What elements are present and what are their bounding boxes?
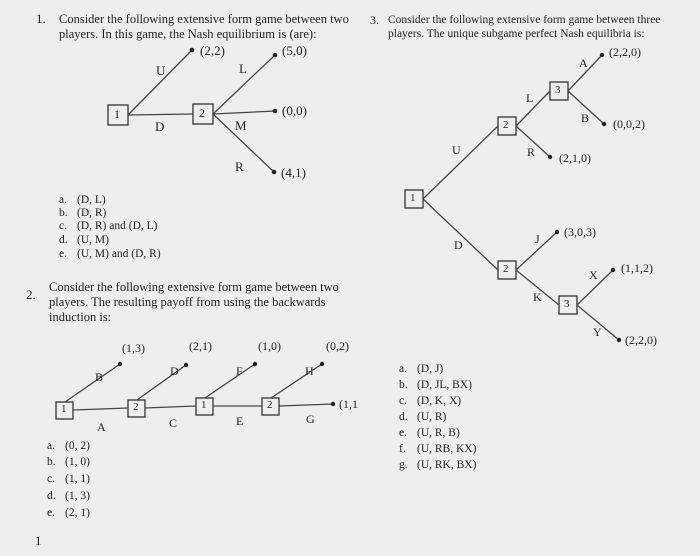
q3-terminal-J: [555, 230, 559, 234]
q2-prompt-line: Consider the following extensive form game between two: [49, 280, 339, 294]
q1-option[interactable]: a. (D, L): [59, 194, 106, 206]
q2-number: 2.: [26, 287, 36, 302]
q2-action-down: C: [169, 416, 178, 430]
q1-payoff-U: (2,2): [200, 43, 225, 58]
q3-payoff-A: (2,2,0): [609, 45, 641, 59]
q2-action-up: D: [170, 364, 179, 378]
q3-action-J: J: [535, 232, 540, 246]
q3-payoff-J: (3,0,3): [564, 225, 596, 239]
q3-action-K: K: [533, 290, 542, 304]
q1-edge-D: [128, 114, 193, 115]
q1-option[interactable]: d. (U, M): [59, 234, 109, 246]
q2-action-down: G: [306, 412, 315, 426]
q1-prompt: [59, 12, 349, 42]
q3-option[interactable]: f. (U, RB, KX): [399, 443, 477, 455]
q2-action-up: H: [305, 364, 314, 378]
q1-action-L: L: [239, 61, 247, 76]
q1-payoff-M: (0,0): [282, 103, 307, 118]
q1-terminal-U: [190, 48, 195, 53]
q1-tree: [108, 48, 277, 175]
q2-option[interactable]: c. (1, 1): [47, 473, 90, 485]
q2-edge-F: [205, 364, 255, 398]
q2-node-label: 2: [267, 399, 273, 411]
q1-action-R: R: [235, 159, 244, 174]
q3-prompt-line: players. The unique subgame perfect Nash equilibria is:: [388, 28, 645, 40]
q3-option[interactable]: b. (D, JL, BX): [399, 379, 472, 391]
q2-payoff: (1,3): [122, 341, 145, 355]
q1-action-D: D: [155, 119, 165, 134]
q3-option[interactable]: a. (D, J): [399, 363, 444, 375]
q2-option[interactable]: d. (1, 3): [47, 490, 90, 502]
q1-prompt-line: Consider the following extensive form game between two: [59, 12, 349, 26]
q1-terminal-R: [272, 170, 277, 175]
q2-node-label: 1: [201, 399, 207, 411]
q3-action-A: A: [579, 56, 588, 70]
q3-node-label-3-bottom: 3: [564, 298, 570, 310]
q2-prompt: [49, 280, 339, 325]
q3-terminal-X: [611, 268, 615, 272]
q3-node-label-3-top: 3: [555, 84, 561, 96]
q1-node-label-2: 2: [199, 106, 205, 120]
q2-payoff: (0,2): [326, 339, 349, 353]
q1-number: 1.: [36, 11, 46, 26]
q2-edge-B: [65, 364, 120, 402]
q3-action-U: U: [452, 143, 461, 157]
q2-terminal-D: [184, 363, 188, 367]
q2-final-payoff: (1,1: [339, 397, 358, 411]
q3-action-R: R: [527, 145, 536, 159]
q2-action-up: F: [236, 364, 243, 378]
q3-edge-D: [423, 199, 498, 270]
q3-prompt-line: Consider the following extensive form game between three: [388, 14, 661, 26]
q1-action-U: U: [156, 63, 166, 78]
q1-option[interactable]: c. (D, R) and (D, L): [59, 220, 158, 232]
q2-prompt-line: players. The resulting payoff from using the backwards: [49, 295, 326, 309]
q1-payoff-L: (5,0): [282, 43, 307, 58]
q3-terminal-Y: [617, 338, 621, 342]
q2-edge-H: [271, 364, 322, 398]
q3-terminal-R: [548, 155, 552, 159]
q2-prompt-line: induction is:: [49, 310, 112, 324]
q2-node-label: 2: [133, 401, 139, 413]
q3-edge-U: [423, 126, 498, 199]
q3-prompt: [388, 13, 660, 41]
q3-action-Y: Y: [593, 325, 602, 339]
q2-action-down: A: [97, 420, 106, 434]
q1-option[interactable]: b. (D, R): [59, 207, 107, 219]
q2-edge-C: [145, 406, 196, 408]
q3-action-L: L: [526, 91, 534, 105]
page-number: 1: [35, 533, 42, 548]
q2-edge-G: [279, 404, 333, 406]
q3-node-label-2-top: 2: [503, 119, 509, 131]
q1-terminal-M: [273, 109, 278, 114]
q2-action-up: B: [95, 370, 104, 384]
q3-payoff-B: (0,0,2): [613, 117, 645, 131]
q2-option[interactable]: a. (0, 2): [47, 440, 90, 452]
q3-option[interactable]: d. (U, R): [399, 411, 447, 423]
q2-node-label: 1: [61, 403, 67, 415]
q2-edge-A: [73, 408, 128, 410]
q1-node-label-1: 1: [114, 107, 120, 121]
q1-terminal-L: [273, 53, 278, 58]
q3-node-label-2-bottom: 2: [503, 263, 509, 275]
q3-tree: [405, 53, 621, 342]
q3-option[interactable]: g. (U, RK, BX): [399, 459, 477, 471]
q3-action-X: X: [589, 268, 598, 282]
q1-option[interactable]: e. (U, M) and (D, R): [59, 248, 161, 260]
q2-payoff: (1,0): [258, 339, 281, 353]
q3-terminal-B: [602, 122, 606, 126]
q3-number: 3.: [370, 13, 379, 27]
q2-terminal-F: [253, 362, 257, 366]
q3-terminal-A: [600, 53, 604, 57]
q2-option[interactable]: b. (1, 0): [47, 456, 90, 468]
q1-payoff-R: (4,1): [281, 165, 306, 180]
q1-prompt-line: players. In this game, the Nash equilibrium is (are):: [59, 27, 317, 41]
q1-edge-U: [128, 50, 192, 115]
q1-action-M: M: [235, 118, 247, 133]
q2-option[interactable]: e. (2, 1): [47, 507, 90, 519]
q3-option[interactable]: e. (U, R, B): [399, 427, 460, 439]
q3-action-B: B: [581, 111, 590, 125]
q3-action-D: D: [454, 238, 463, 252]
q3-payoff-R: (2,1,0): [559, 151, 591, 165]
q3-payoff-X: (1,1,2): [621, 261, 653, 275]
q3-option[interactable]: c. (D, K, X): [399, 395, 462, 407]
q3-node-label-1: 1: [410, 192, 416, 204]
q2-terminal-G: [331, 402, 335, 406]
q2-terminal-H: [320, 362, 324, 366]
q2-action-down: E: [236, 414, 244, 428]
q1-edge-M: [213, 111, 275, 114]
q3-payoff-Y: (2,2,0): [625, 333, 657, 347]
q2-payoff: (2,1): [189, 339, 212, 353]
q2-terminal-B: [118, 362, 122, 366]
